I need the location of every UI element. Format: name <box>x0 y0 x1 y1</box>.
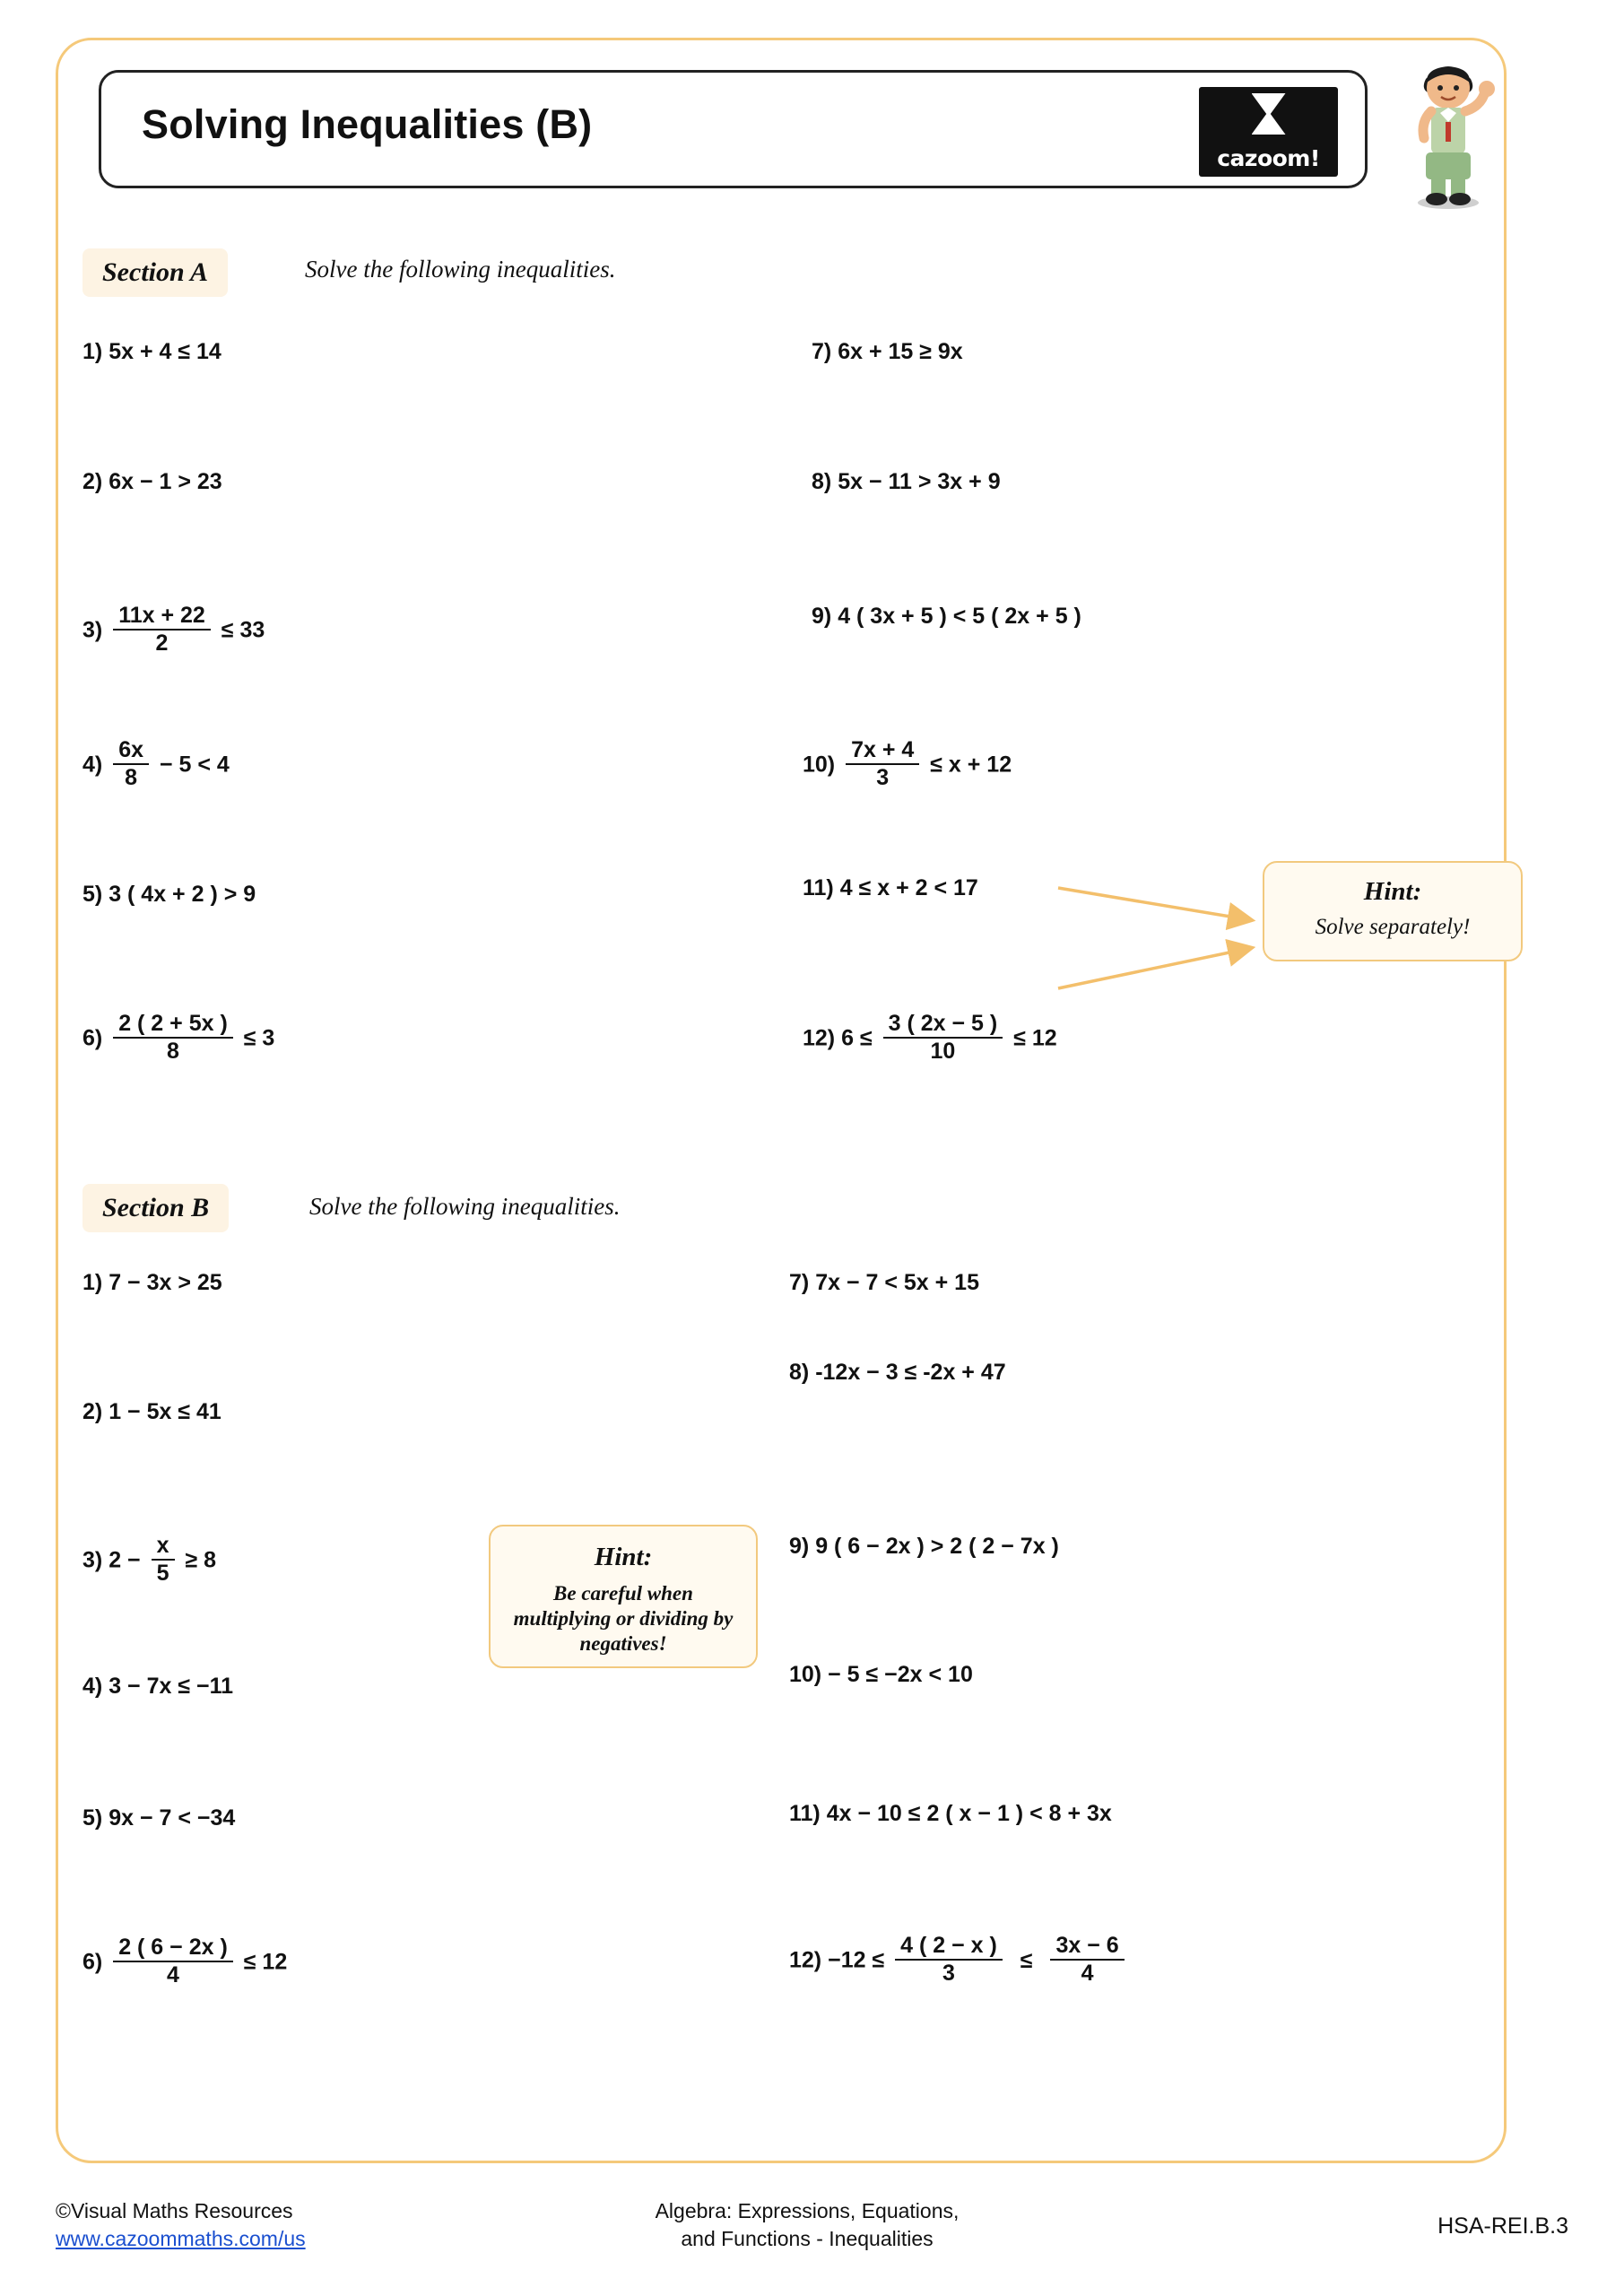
question-b1-number: 1) <box>83 1270 103 1295</box>
fraction-numerator: 11x + 22 <box>113 604 211 631</box>
question-a10 <box>803 737 1012 790</box>
question-b6-fraction <box>113 1936 233 1987</box>
question-b10-number: 10) <box>789 1662 822 1687</box>
question-a12-lead: 6 ≤ <box>841 1025 873 1051</box>
question-b8-text: -12x − 3 ≤ -2x + 47 <box>815 1360 1006 1385</box>
question-a5-number: 5) <box>83 882 103 907</box>
question-b8-number: 8) <box>789 1360 810 1385</box>
question-a4-tail: − 5 < 4 <box>159 752 230 778</box>
fraction-denominator: 4 <box>1081 1961 1094 1986</box>
fraction-denominator: 2 <box>155 631 169 656</box>
question-b11-text: 4x − 10 ≤ 2 ( x − 1 ) < 8 + 3x <box>826 1801 1112 1826</box>
question-b7 <box>789 1272 979 1294</box>
question-b11 <box>789 1803 1112 1825</box>
question-b2 <box>83 1401 221 1423</box>
question-b3-tail: ≥ 8 <box>185 1547 217 1573</box>
hint-box-solve-separately <box>1263 861 1523 961</box>
question-a4 <box>83 737 230 790</box>
fraction-denominator: 5 <box>156 1561 169 1586</box>
question-a1-number: 1) <box>83 339 103 364</box>
footer-standard-code: HSA-REI.B.3 <box>1437 2213 1568 2239</box>
hint-title: Hint: <box>594 1543 653 1571</box>
hint-body: Be careful when multiplying or dividing by negatives! <box>513 1582 734 1656</box>
question-b2-number: 2) <box>83 1399 103 1424</box>
question-a12-fraction <box>883 1013 1003 1063</box>
question-b4-text: 3 − 7x ≤ −11 <box>109 1674 234 1699</box>
section-b-instruction: Solve the following inequalities. <box>309 1193 621 1220</box>
footer-topic-line2: and Functions - Inequalities <box>681 2227 934 2251</box>
fraction-denominator: 8 <box>167 1039 179 1064</box>
question-b7-number: 7) <box>789 1270 810 1295</box>
page-border <box>56 38 1507 2163</box>
cazoom-logo-text: cazoom! <box>1217 145 1320 171</box>
question-a7 <box>812 341 963 363</box>
question-a3-number: 3) <box>83 617 103 643</box>
question-b3-number: 3) <box>83 1547 103 1573</box>
question-b1 <box>83 1272 222 1294</box>
question-a8-number: 8) <box>812 469 832 494</box>
question-a11-text: 4 ≤ x + 2 < 17 <box>839 875 978 900</box>
question-a1-text: 5x + 4 ≤ 14 <box>109 339 221 364</box>
fraction-numerator: 2 ( 6 − 2x ) <box>113 1936 233 1962</box>
fraction-numerator: 2 ( 2 + 5x ) <box>113 1013 233 1039</box>
fraction-numerator: 3x − 6 <box>1050 1935 1124 1961</box>
question-a7-number: 7) <box>812 339 832 364</box>
question-a10-number: 10) <box>803 752 836 778</box>
fraction-numerator: 6x <box>113 739 149 765</box>
question-a1 <box>83 341 221 363</box>
question-a6-tail: ≤ 3 <box>243 1025 275 1051</box>
question-a2-text: 6x − 1 > 23 <box>109 469 222 494</box>
question-b7-text: 7x − 7 < 5x + 15 <box>815 1270 979 1295</box>
section-b-tag: Section B <box>83 1184 229 1232</box>
question-b8 <box>789 1361 1006 1384</box>
question-a6-fraction <box>113 1013 233 1063</box>
question-a9-number: 9) <box>812 604 832 629</box>
question-b12 <box>789 1935 1129 1986</box>
question-b5-number: 5) <box>83 1805 103 1831</box>
question-b9 <box>789 1535 1059 1558</box>
fraction-denominator: 3 <box>876 765 890 790</box>
question-b5-text: 9x − 7 < −34 <box>109 1805 236 1831</box>
question-a6-number: 6) <box>83 1025 103 1051</box>
question-b9-number: 9) <box>789 1534 810 1559</box>
question-b3-fraction <box>152 1535 175 1585</box>
footer-topic-line1: Algebra: Expressions, Equations, <box>655 2199 960 2222</box>
question-b10 <box>789 1664 973 1686</box>
question-b3-lead: 2 − <box>109 1547 141 1573</box>
question-b12-middle-operator: ≤ <box>1020 1947 1033 1973</box>
section-a-tag: Section A <box>83 248 228 297</box>
fraction-numerator: x <box>152 1535 175 1561</box>
title-box <box>99 70 1368 188</box>
question-a4-fraction <box>113 739 149 789</box>
cazoom-logo <box>1199 87 1338 177</box>
question-b6-number: 6) <box>83 1949 103 1975</box>
footer-left <box>56 2197 306 2253</box>
question-a11-number: 11) <box>803 875 834 900</box>
question-a2 <box>83 471 222 493</box>
question-a10-fraction <box>846 739 919 789</box>
question-a8 <box>812 471 1001 493</box>
hourglass-icon <box>1252 93 1286 135</box>
question-b3 <box>83 1535 216 1586</box>
question-b10-text: − 5 ≤ −2x < 10 <box>828 1662 973 1687</box>
question-b6-tail: ≤ 12 <box>243 1949 288 1975</box>
question-b12-fraction-right <box>1050 1935 1124 1985</box>
question-b4 <box>83 1675 233 1698</box>
question-a4-number: 4) <box>83 752 103 778</box>
question-a9 <box>812 605 1081 628</box>
fraction-numerator: 3 ( 2x − 5 ) <box>883 1013 1003 1039</box>
question-b1-text: 7 − 3x > 25 <box>109 1270 222 1295</box>
question-a12-tail: ≤ 12 <box>1013 1025 1057 1051</box>
question-a2-number: 2) <box>83 469 103 494</box>
question-a5-text: 3 ( 4x + 2 ) > 9 <box>109 882 256 907</box>
hint-body: Solve separately! <box>1315 915 1471 939</box>
question-a12-number: 12) <box>803 1025 836 1051</box>
fraction-numerator: 7x + 4 <box>846 739 919 765</box>
footer-topic <box>556 2197 1058 2253</box>
question-a8-text: 5x − 11 > 3x + 9 <box>838 469 1001 494</box>
fraction-denominator: 4 <box>167 1962 179 1987</box>
question-b2-text: 1 − 5x ≤ 41 <box>109 1399 221 1424</box>
question-b12-number: 12) <box>789 1947 822 1973</box>
question-a12 <box>803 1013 1057 1064</box>
section-a-instruction: Solve the following inequalities. <box>305 256 616 283</box>
question-b6 <box>83 1937 287 1987</box>
question-b12-fraction-left <box>895 1935 1003 1985</box>
hint-box-negatives <box>489 1525 758 1668</box>
footer-website-link[interactable]: www.cazoommaths.com/us <box>56 2227 306 2251</box>
question-b9-text: 9 ( 6 − 2x ) > 2 ( 2 − 7x ) <box>815 1534 1059 1559</box>
question-a10-tail: ≤ x + 12 <box>930 752 1012 778</box>
question-b12-lead: −12 ≤ <box>828 1947 885 1973</box>
question-a3 <box>83 605 265 656</box>
hint-title: Hint: <box>1363 877 1422 906</box>
question-a9-text: 4 ( 3x + 5 ) < 5 ( 2x + 5 ) <box>838 604 1081 629</box>
fraction-denominator: 8 <box>125 765 138 790</box>
hint-arrow-upper <box>1054 879 1269 996</box>
fraction-denominator: 10 <box>930 1039 956 1064</box>
question-a6 <box>83 1013 274 1064</box>
question-a5 <box>83 883 256 906</box>
fraction-denominator: 3 <box>942 1961 955 1986</box>
question-a7-text: 6x + 15 ≥ 9x <box>838 339 963 364</box>
page-title: Solving Inequalities (B) <box>142 101 593 147</box>
question-b5 <box>83 1807 235 1830</box>
question-a11 <box>803 877 978 900</box>
mascot-illustration <box>1399 52 1498 209</box>
footer-copyright: ©Visual Maths Resources <box>56 2199 293 2222</box>
fraction-numerator: 4 ( 2 − x ) <box>895 1935 1003 1961</box>
question-b11-number: 11) <box>789 1801 821 1826</box>
question-a3-tail: ≤ 33 <box>221 617 265 643</box>
question-b4-number: 4) <box>83 1674 103 1699</box>
question-a3-fraction <box>113 604 211 655</box>
